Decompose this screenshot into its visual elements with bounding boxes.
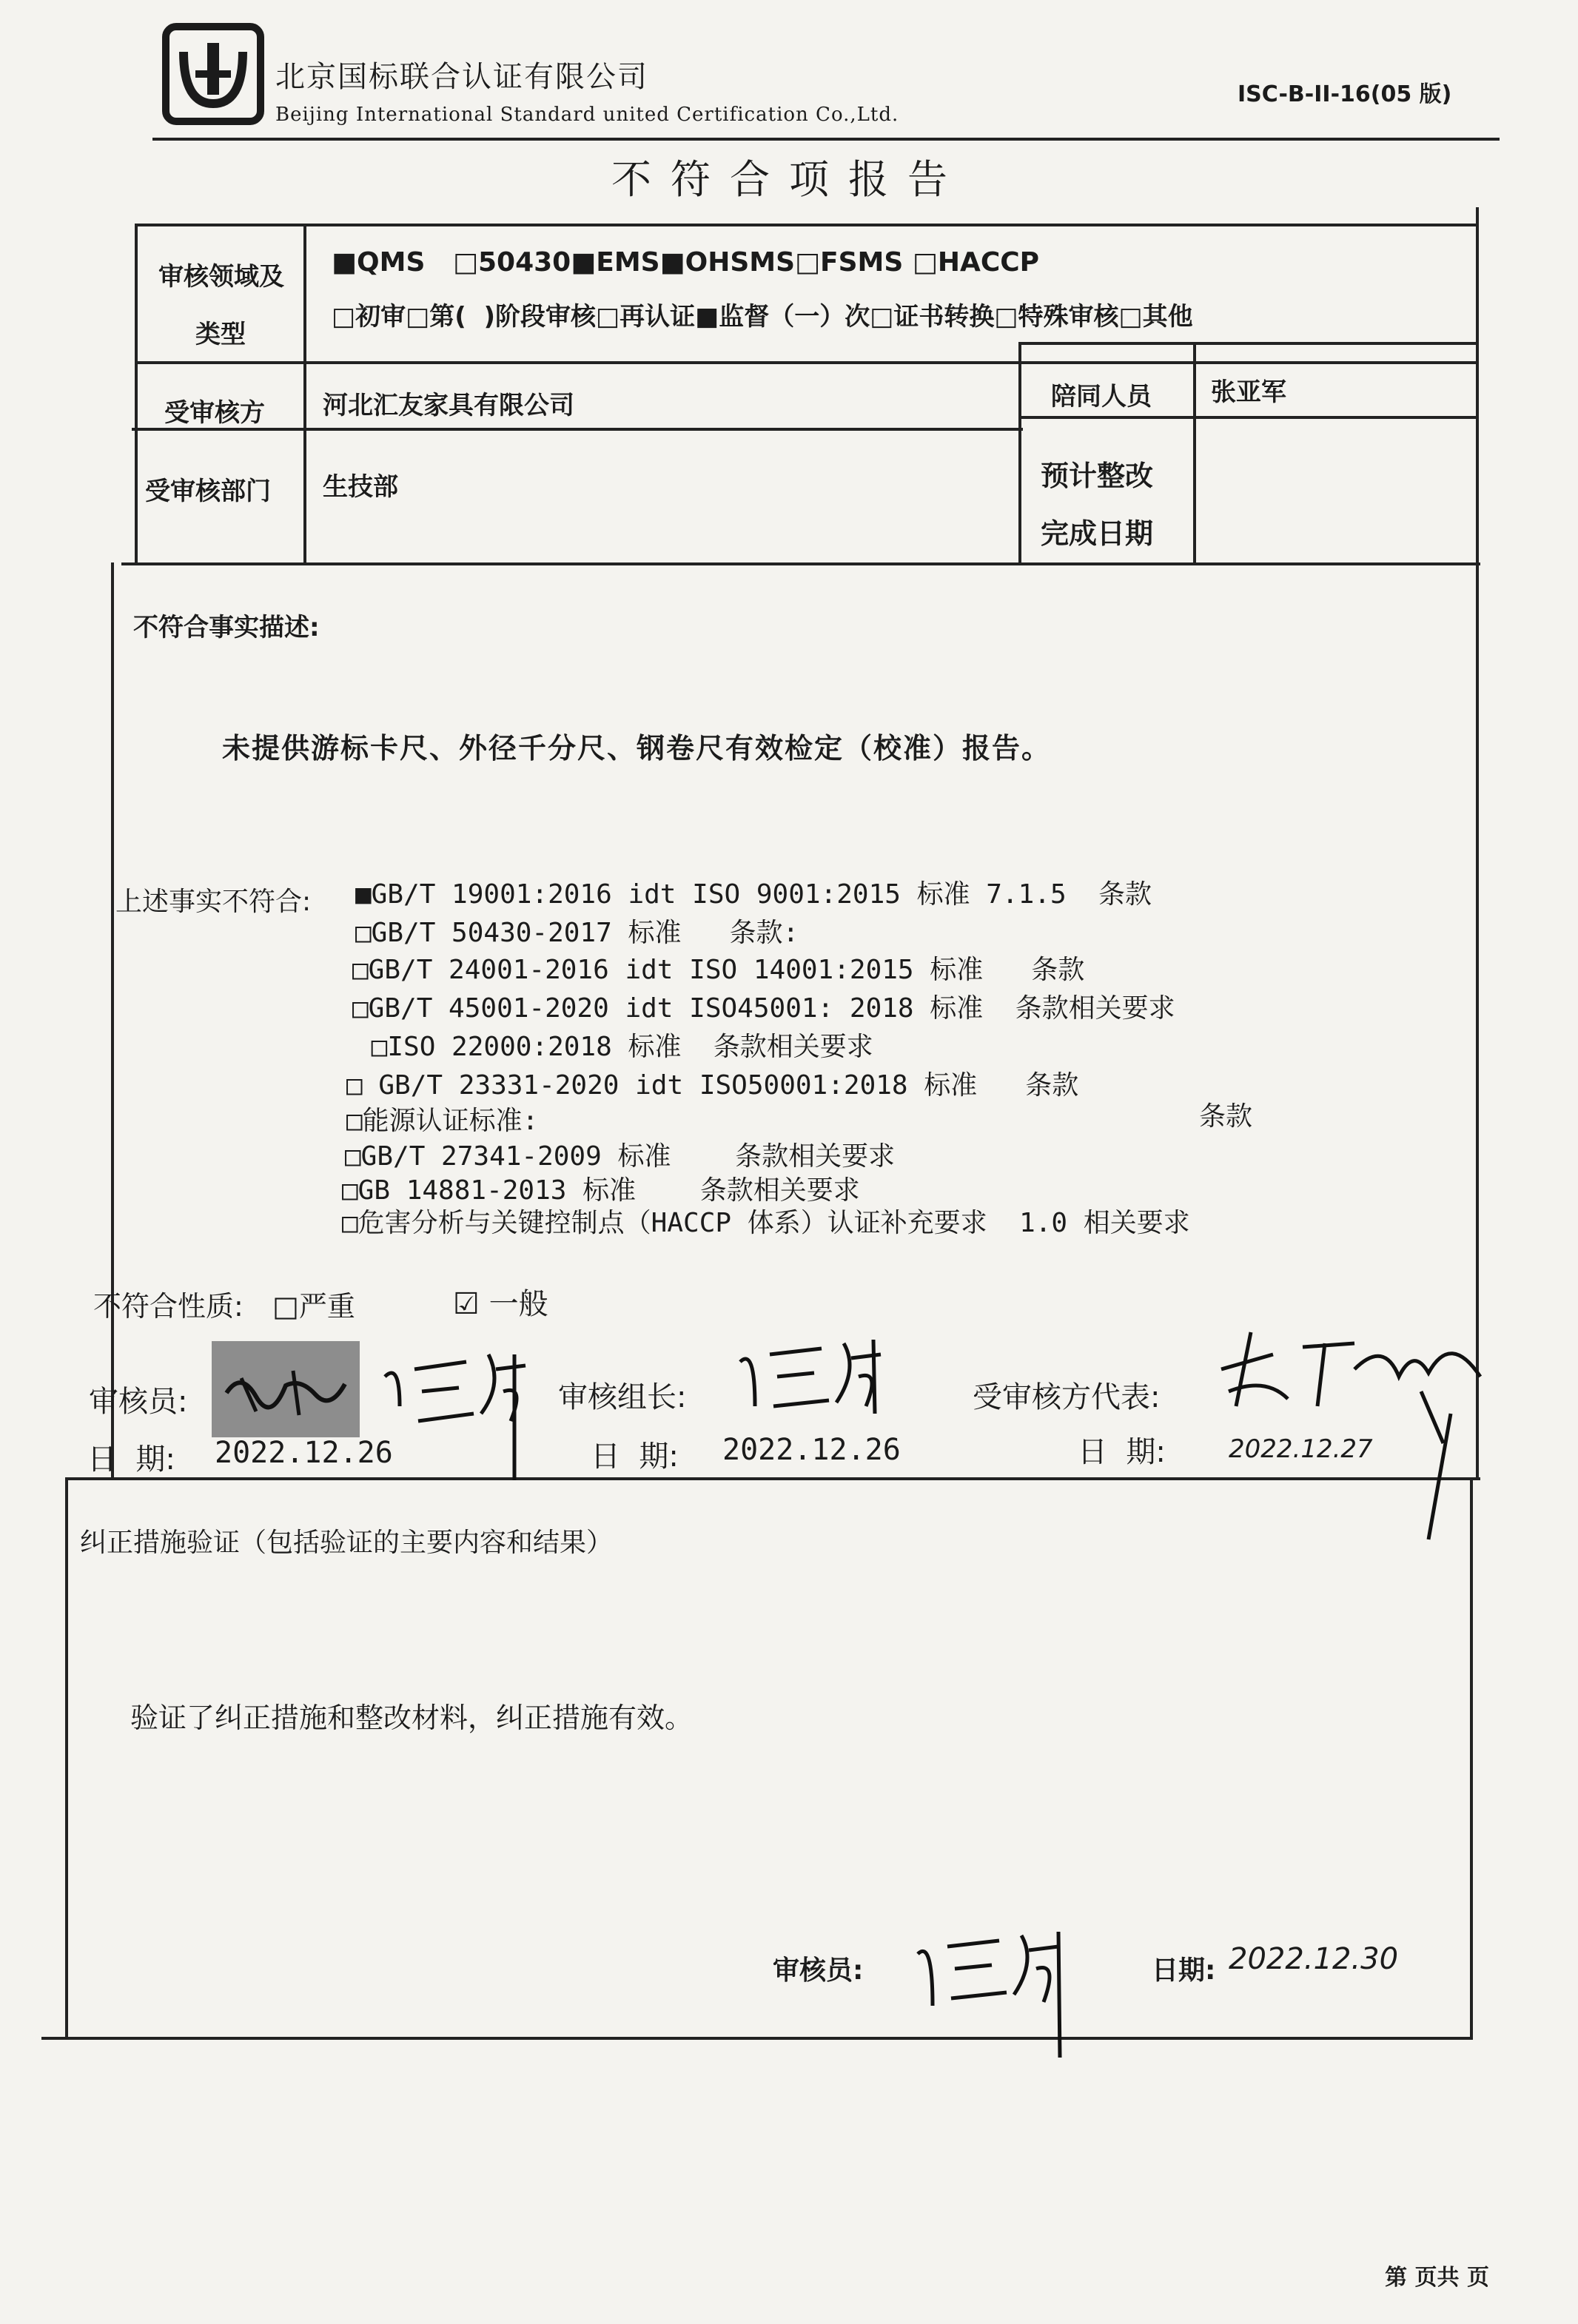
audit-type: □初审□第( )阶段审核□再认证■监督（一）次□证书转换□特殊审核□其他 bbox=[332, 302, 1193, 332]
auditee-value: 河北汇友家具有限公司 bbox=[323, 391, 574, 420]
standard-item: ■GB/T 19001:2016 idt ISO 9001:2015 标准 7.1.5 条款 bbox=[355, 879, 1152, 910]
auditor-signature bbox=[377, 1340, 540, 1488]
auditor-seal bbox=[212, 1341, 360, 1437]
form-code: ISC-B-II-16(05 版) bbox=[1238, 81, 1452, 107]
nature-serious-checkbox[interactable]: □严重 bbox=[272, 1290, 355, 1323]
audit-systems: ■QMS □50430■EMS■OHSMS□FSMS □HACCP bbox=[332, 247, 1040, 278]
verification-auditor-label: 审核员: bbox=[773, 1955, 864, 1986]
audit-scope-label-1: 审核领域及 bbox=[158, 262, 284, 292]
leader-date: 2022.12.26 bbox=[722, 1433, 901, 1467]
company-logo bbox=[161, 22, 265, 126]
escort-label: 陪同人员 bbox=[1051, 382, 1152, 412]
standard-item: □GB 14881-2013 标准 条款相关要求 bbox=[342, 1175, 860, 1206]
rep-date-label: 日 期: bbox=[1078, 1435, 1166, 1469]
department-value: 生技部 bbox=[323, 472, 398, 502]
auditor-date-label: 日 期: bbox=[87, 1443, 175, 1477]
page-number: 第 页共 页 bbox=[1385, 2265, 1489, 2291]
verification-date-label: 日期: bbox=[1152, 1955, 1216, 1986]
standard-item: □能源认证标准: bbox=[346, 1106, 539, 1136]
leader-signature bbox=[733, 1332, 910, 1421]
standard-item: □GB/T 24001-2016 idt ISO 14001:2015 标准 条款 bbox=[352, 955, 1085, 985]
audit-scope-label-2: 类型 bbox=[195, 320, 246, 349]
leader-date-label: 日 期: bbox=[591, 1440, 679, 1474]
nonconformity-description: 未提供游标卡尺、外径千分尺、钢卷尺有效检定（校准）报告。 bbox=[222, 732, 1052, 765]
representative-signature bbox=[1206, 1303, 1495, 1547]
verification-auditor-signature bbox=[910, 1917, 1088, 2065]
energy-clause: 条款 bbox=[1199, 1101, 1253, 1132]
escort-value: 张亚军 bbox=[1211, 377, 1286, 407]
nonconformity-label: 不符合事实描述: bbox=[133, 613, 320, 642]
company-name-cn: 北京国标联合认证有限公司 bbox=[275, 60, 648, 94]
standard-item: □ISO 22000:2018 标准 条款相关要求 bbox=[355, 1032, 873, 1062]
rep-date: 2022.12.27 bbox=[1229, 1434, 1373, 1464]
auditee-label: 受审核方 bbox=[164, 398, 265, 428]
auditor-date: 2022.12.26 bbox=[215, 1436, 393, 1470]
auditor-label: 审核员: bbox=[89, 1385, 188, 1419]
verification-label: 纠正措施验证（包括验证的主要内容和结果） bbox=[80, 1528, 614, 1558]
nature-label: 不符合性质: bbox=[93, 1290, 244, 1323]
verification-date: 2022.12.30 bbox=[1229, 1942, 1399, 1976]
leader-label: 审核组长: bbox=[558, 1380, 687, 1414]
due-date-label-1: 预计整改 bbox=[1041, 460, 1154, 492]
standards-label: 上述事实不符合: bbox=[115, 887, 312, 917]
standard-item: □ GB/T 23331-2020 idt ISO50001:2018 标准 条款 bbox=[346, 1070, 1079, 1101]
standard-item: □GB/T 45001-2020 idt ISO45001: 2018 标准 条款相关要求 bbox=[352, 993, 1175, 1024]
verification-result: 验证了纠正措施和整改材料，纠正措施有效。 bbox=[130, 1702, 694, 1734]
due-date-label-2: 完成日期 bbox=[1041, 517, 1154, 550]
department-label: 受审核部门 bbox=[145, 477, 271, 506]
standard-item: □GB/T 50430-2017 标准 条款: bbox=[355, 918, 799, 948]
standard-item: □GB/T 27341-2009 标准 条款相关要求 bbox=[345, 1141, 896, 1172]
auditor-seal-signature bbox=[212, 1341, 360, 1437]
nature-general-checkbox[interactable]: ☑ 一般 bbox=[453, 1287, 548, 1321]
document-title: 不符合项报告 bbox=[611, 156, 967, 203]
header-rule bbox=[152, 138, 1500, 141]
standard-item: □危害分析与关键控制点（HACCP 体系）认证补充要求 1.0 相关要求 bbox=[342, 1208, 1190, 1238]
rep-label: 受审核方代表: bbox=[973, 1380, 1161, 1414]
company-name-en: Beijing International Standard united Certification Co.,Ltd. bbox=[275, 104, 899, 126]
